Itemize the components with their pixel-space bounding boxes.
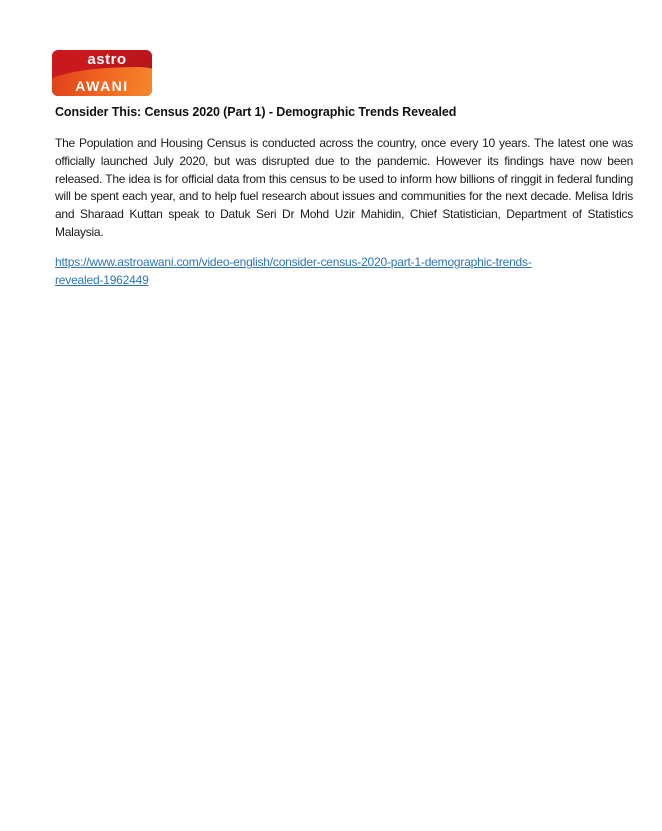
astro-awani-logo [52, 50, 152, 96]
article-url-link[interactable] [55, 254, 633, 290]
logo-astro-text: astro [87, 51, 127, 68]
article-url-line-1[interactable]: https://www.astroawani.com/video-english/consider-census-2020-part-1-demographic-trends- [55, 255, 532, 269]
logo-awani-text: AWANI [75, 78, 129, 94]
article-title: Consider This: Census 2020 (Part 1) - Demographic Trends Revealed [55, 105, 457, 119]
article-url-line-2[interactable]: revealed-1962449 [55, 272, 149, 287]
article-body: The Population and Housing Census is conducted across the country, once every 10 years. The latest one was officially launched July 2020, but was disrupted due to the pandemic. However its findings have now been released. The idea is for official data from this census to be used to inform how billions of ringgit in federal funding will be spent each year, and to help fuel research about issues and communities for the next decade. Melisa Idris and Sharaad Kuttan speak to Datuk Seri Dr Mohd Uzir Mahidin, Chief Statistician, Department of Statistics Malaysia. [55, 136, 633, 239]
